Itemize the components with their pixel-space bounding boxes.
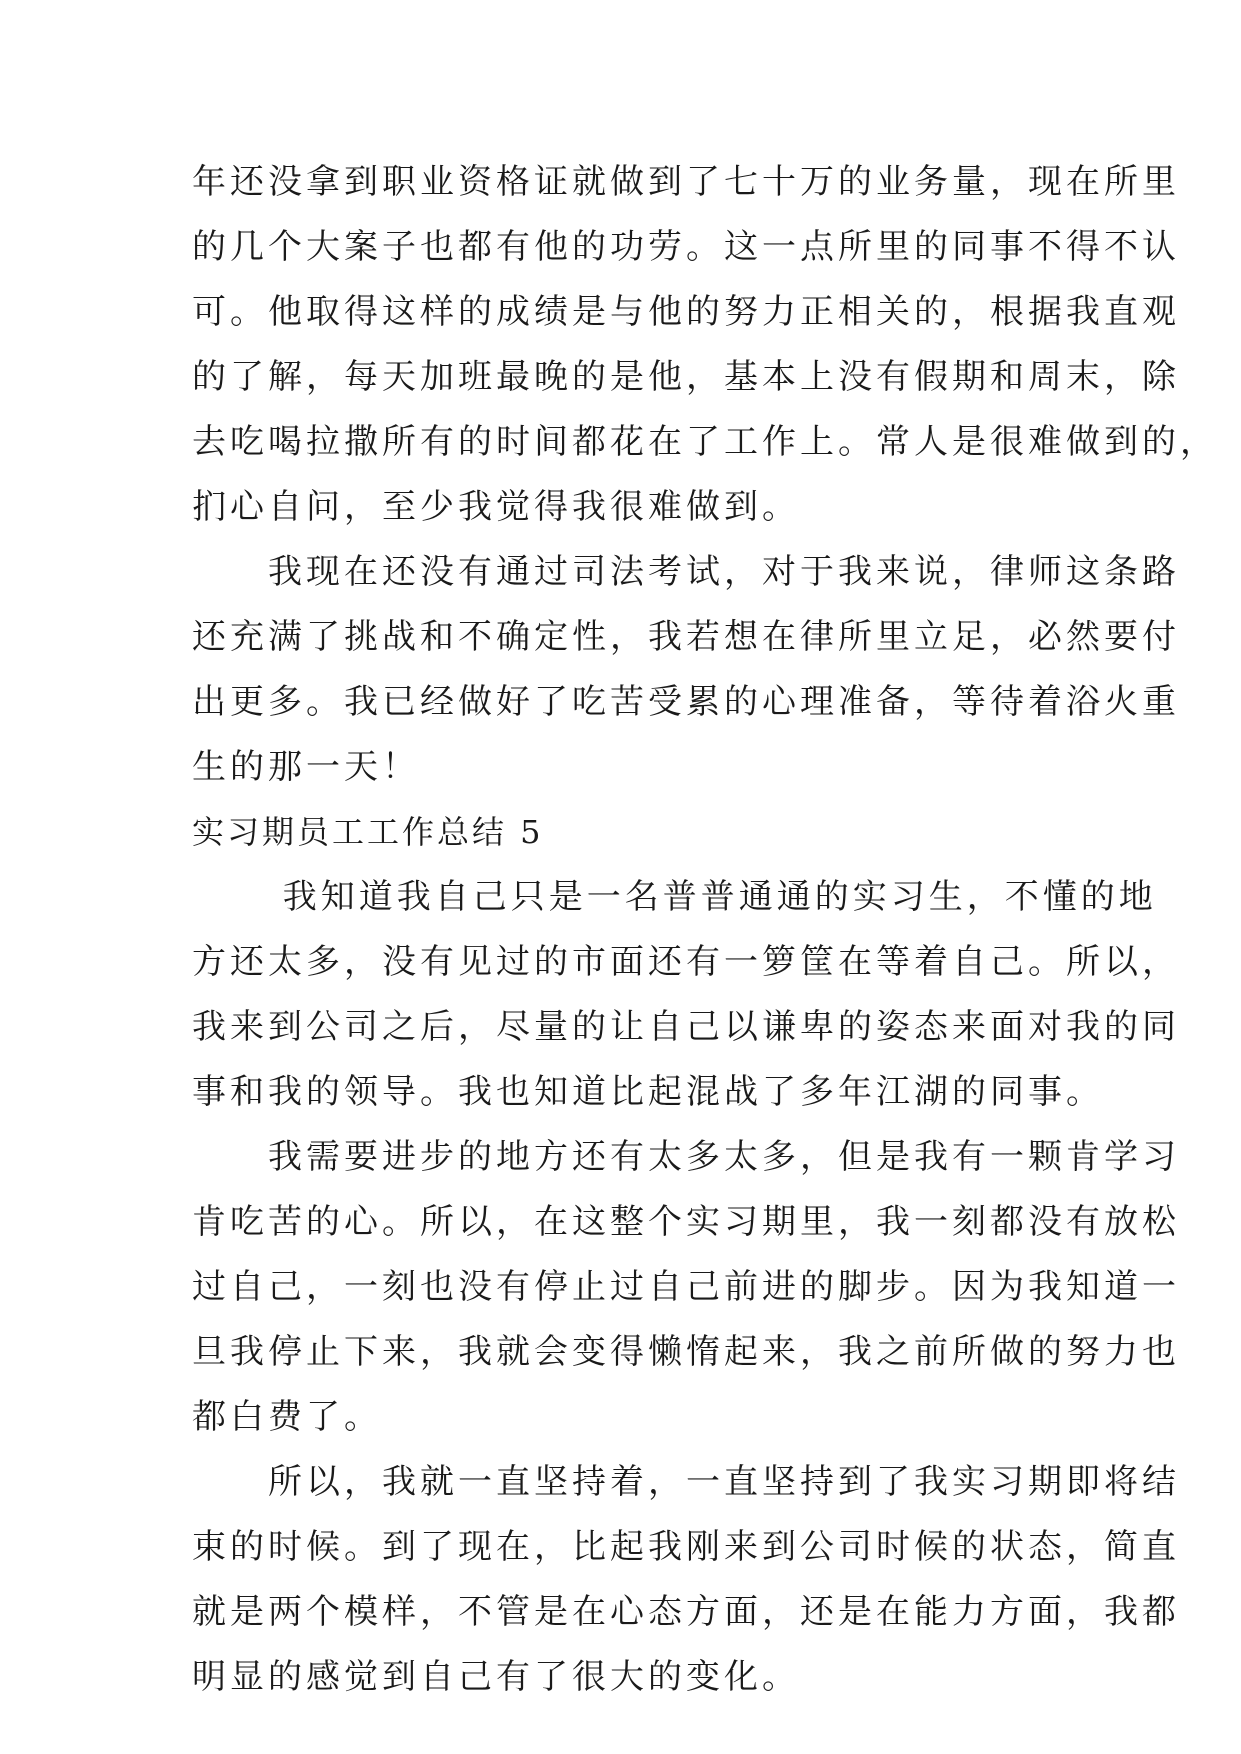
text-line: 过自己，一刻也没有停止过自己前进的脚步。因为我知道一 <box>192 1267 1180 1307</box>
text-line: 年还没拿到职业资格证就做到了七十万的业务量，现在所里 <box>192 162 1180 202</box>
text-line: 去吃喝拉撒所有的时间都花在了工作上。常人是很难做到的， <box>192 422 1218 462</box>
text-line: 事和我的领导。我也知道比起混战了多年江湖的同事。 <box>192 1072 1104 1112</box>
text-line: 我知道我自己只是一名普普通通的实习生，不懂的地 <box>192 877 1157 917</box>
text-line: 出更多。我已经做好了吃苦受累的心理准备，等待着浴火重 <box>192 682 1180 722</box>
paragraph-1 <box>192 150 1218 540</box>
text-line: 可。他取得这样的成绩是与他的努力正相关的，根据我直观 <box>192 292 1180 332</box>
text-line: 我来到公司之后，尽量的让自己以谦卑的姿态来面对我的同 <box>192 1007 1180 1047</box>
paragraph-5 <box>192 1450 1180 1710</box>
text-line: 扪心自问，至少我觉得我很难做到。 <box>192 487 800 527</box>
text-line: 我需要进步的地方还有太多太多，但是我有一颗肯学习 <box>192 1137 1180 1177</box>
text-line: 还充满了挑战和不确定性，我若想在律所里立足，必然要付 <box>192 617 1180 657</box>
text-line: 所以，我就一直坚持着，一直坚持到了我实习期即将结 <box>192 1462 1180 1502</box>
text-line: 的了解，每天加班最晚的是他，基本上没有假期和周末，除 <box>192 357 1180 397</box>
section-heading: 实习期员工工作总结 5 <box>192 813 544 851</box>
text-line: 的几个大案子也都有他的功劳。这一点所里的同事不得不认 <box>192 227 1180 267</box>
text-line: 我现在还没有通过司法考试，对于我来说，律师这条路 <box>192 552 1180 592</box>
text-line: 旦我停止下来，我就会变得懒惰起来，我之前所做的努力也 <box>192 1332 1180 1372</box>
document-body <box>192 150 1218 1710</box>
text-line: 都白费了。 <box>192 1397 382 1437</box>
paragraph-3 <box>192 865 1180 1125</box>
text-line: 方还太多，没有见过的市面还有一箩筐在等着自己。所以， <box>192 942 1180 982</box>
text-line: 束的时候。到了现在，比起我刚来到公司时候的状态，简直 <box>192 1527 1180 1567</box>
paragraph-4 <box>192 1125 1180 1450</box>
text-line: 明显的感觉到自己有了很大的变化。 <box>192 1657 800 1697</box>
text-line: 就是两个模样，不管是在心态方面，还是在能力方面，我都 <box>192 1592 1180 1632</box>
text-line: 生的那一天！ <box>192 747 420 787</box>
text-line: 肯吃苦的心。所以，在这整个实习期里，我一刻都没有放松 <box>192 1202 1180 1242</box>
paragraph-2 <box>192 540 1180 800</box>
